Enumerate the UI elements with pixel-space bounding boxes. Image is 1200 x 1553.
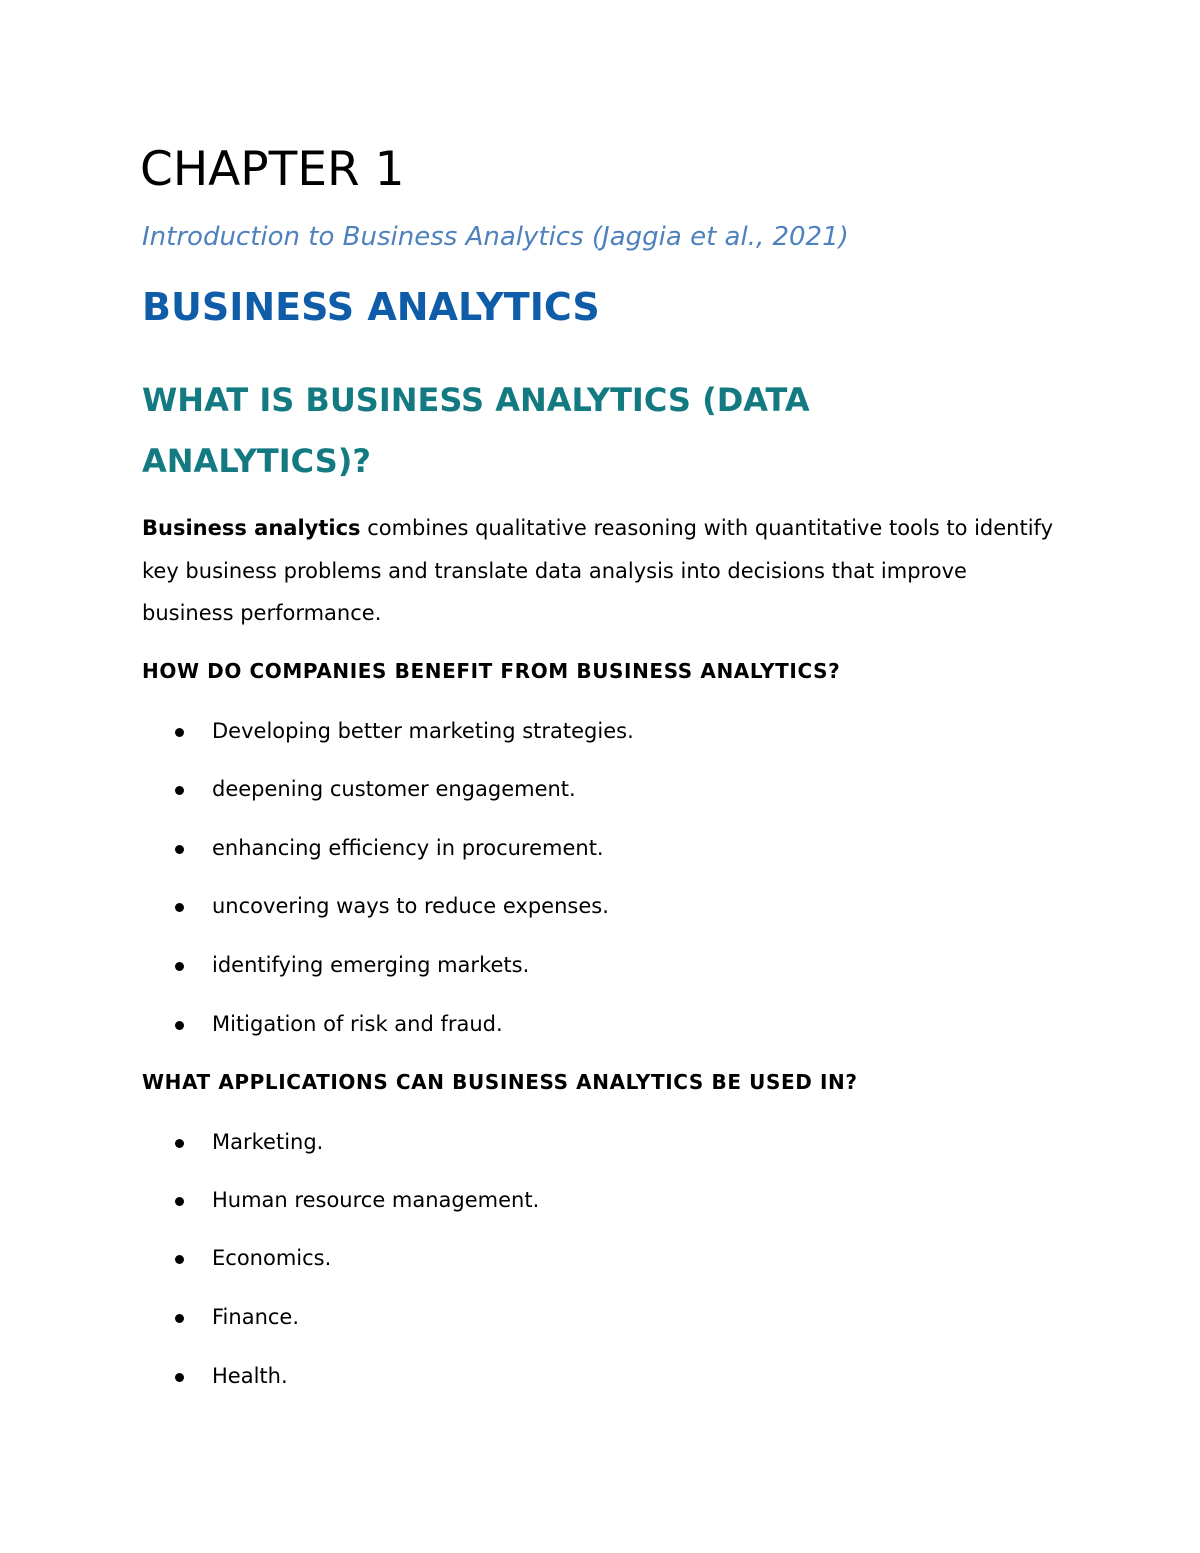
list-item-text: Mitigation of risk and fraud.: [212, 1012, 503, 1036]
list-item-text: Human resource management.: [212, 1188, 540, 1212]
list-item-text: Developing better marketing strategies.: [212, 719, 634, 743]
question-heading: WHAT IS BUSINESS ANALYTICS (DATA ANALYTICS)?: [142, 381, 810, 480]
bullet-icon: [175, 962, 184, 971]
bullet-icon: [175, 1314, 184, 1323]
chapter-subtitle: Introduction to Business Analytics (Jaggia et al., 2021): [142, 222, 849, 252]
list-item-text: Finance.: [212, 1305, 300, 1329]
chapter-title: CHAPTER 1: [140, 142, 405, 197]
bullet-icon: [175, 728, 184, 737]
bullet-icon: [175, 1373, 184, 1382]
bullet-icon: [175, 1255, 184, 1264]
bullet-icon: [175, 786, 184, 795]
list-item-text: deepening customer engagement.: [212, 777, 576, 801]
bullet-icon: [175, 1197, 184, 1206]
applications-heading: WHAT APPLICATIONS CAN BUSINESS ANALYTICS BE USED IN?: [142, 1070, 858, 1094]
bullet-icon: [175, 903, 184, 912]
definition-paragraph: [142, 507, 1062, 635]
list-item-text: enhancing efficiency in procurement.: [212, 836, 604, 860]
bullet-icon: [175, 1139, 184, 1148]
list-item-text: Marketing.: [212, 1130, 324, 1154]
list-item-text: identifying emerging markets.: [212, 953, 530, 977]
definition-term: Business analytics: [142, 516, 361, 540]
definition-text: combines qualitative reasoning with quantitative tools to identify key business problems and translate data analysis into decisions that improve business performance.: [142, 516, 1054, 625]
list-item-text: Health.: [212, 1364, 288, 1388]
bullet-icon: [175, 1021, 184, 1030]
list-item-text: uncovering ways to reduce expenses.: [212, 894, 609, 918]
bullet-icon: [175, 845, 184, 854]
main-heading: BUSINESS ANALYTICS: [142, 285, 600, 329]
list-item-text: Economics.: [212, 1246, 332, 1270]
benefits-heading: HOW DO COMPANIES BENEFIT FROM BUSINESS ANALYTICS?: [142, 659, 841, 683]
